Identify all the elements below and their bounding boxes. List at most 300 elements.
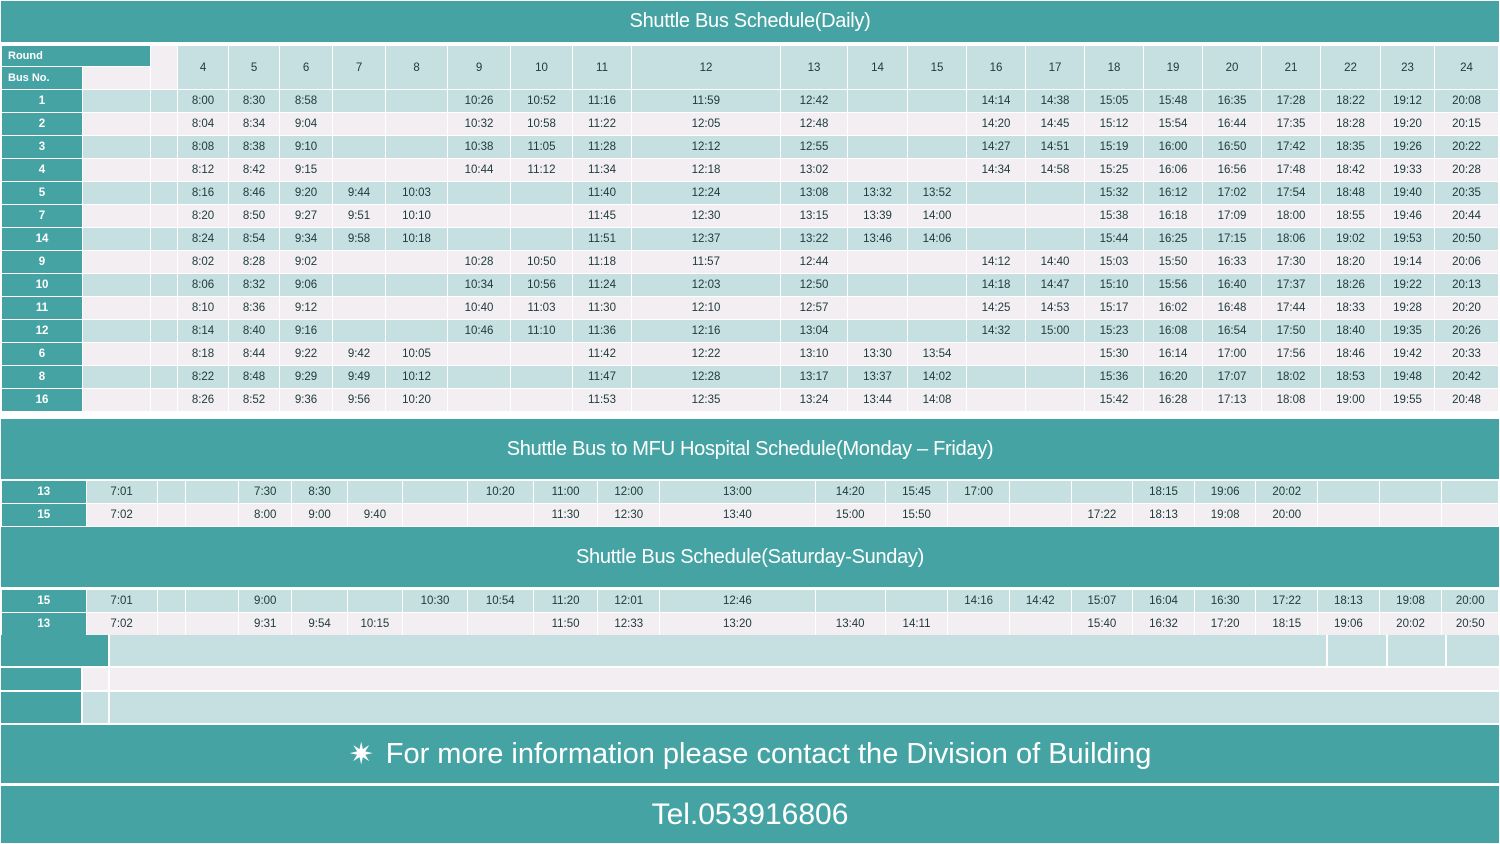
time-cell: 8:24 <box>178 228 229 251</box>
time-cell: 8:18 <box>178 343 229 366</box>
time-cell: 8:58 <box>280 90 333 113</box>
time-cell: 13:02 <box>781 159 848 182</box>
time-cell: 18:15 <box>1256 613 1318 636</box>
time-cell: 14:32 <box>967 320 1026 343</box>
time-cell: 14:06 <box>908 228 967 251</box>
time-cell <box>386 90 448 113</box>
time-cell: 18:00 <box>1262 205 1321 228</box>
time-cell: 13:40 <box>660 504 816 527</box>
time-cell: 11:40 <box>573 182 632 205</box>
time-cell: 14:40 <box>1026 251 1085 274</box>
empty-cell <box>151 90 178 113</box>
time-cell <box>967 389 1026 412</box>
table-row <box>2 343 1499 366</box>
time-cell: 8:30 <box>292 481 347 504</box>
time-cell: 19:28 <box>1381 297 1435 320</box>
time-cell: 15:38 <box>1085 205 1144 228</box>
time-cell: 19:08 <box>1379 590 1442 613</box>
time-cell: 16:48 <box>1203 297 1262 320</box>
time-cell: 20:28 <box>1435 159 1499 182</box>
time-cell: 9:15 <box>280 159 333 182</box>
time-cell: 18:20 <box>1321 251 1381 274</box>
time-cell: 20:22 <box>1435 136 1499 159</box>
time-cell <box>467 613 533 636</box>
time-cell: 13:22 <box>781 228 848 251</box>
time-cell: 20:42 <box>1435 366 1499 389</box>
time-cell: 14:58 <box>1026 159 1085 182</box>
time-cell: 15:56 <box>1144 274 1203 297</box>
time-cell: 17:48 <box>1262 159 1321 182</box>
time-cell <box>511 182 573 205</box>
time-cell: 12:16 <box>632 320 781 343</box>
time-cell: 16:32 <box>1133 613 1195 636</box>
round-number: 23 <box>1381 46 1435 90</box>
time-cell: 9:10 <box>280 136 333 159</box>
time-cell <box>333 320 386 343</box>
empty-cell <box>151 274 178 297</box>
round-number: 12 <box>632 46 781 90</box>
time-cell: 11:28 <box>573 136 632 159</box>
time-cell: 13:32 <box>848 182 908 205</box>
time-cell: 15:36 <box>1085 366 1144 389</box>
time-cell <box>448 366 511 389</box>
time-cell: 8:40 <box>229 320 280 343</box>
round-number: 4 <box>178 46 229 90</box>
time-cell: 9:27 <box>280 205 333 228</box>
time-cell: 8:48 <box>229 366 280 389</box>
info-text: For more information please contact the Division of Building <box>385 737 1152 770</box>
time-cell: 11:51 <box>573 228 632 251</box>
time-cell: 18:53 <box>1321 366 1381 389</box>
time-cell: 11:05 <box>511 136 573 159</box>
empty-row-cell <box>110 635 1326 666</box>
time-cell: 17:15 <box>1203 228 1262 251</box>
table-row <box>2 613 1499 636</box>
bus-number: 11 <box>2 297 83 320</box>
time-cell: 10:26 <box>448 90 511 113</box>
empty-bus-cell <box>1 692 81 723</box>
round-number: 7 <box>333 46 386 90</box>
time-cell <box>908 274 967 297</box>
time-cell: 8:46 <box>229 182 280 205</box>
time-cell: 12:33 <box>598 613 660 636</box>
bus-number: 3 <box>2 136 83 159</box>
time-cell <box>386 297 448 320</box>
time-cell: 11:22 <box>573 113 632 136</box>
time-cell <box>448 228 511 251</box>
time-cell: 11:57 <box>632 251 781 274</box>
time-cell: 9:06 <box>280 274 333 297</box>
empty-cell <box>151 366 178 389</box>
time-cell: 15:44 <box>1085 228 1144 251</box>
time-cell: 13:20 <box>660 613 816 636</box>
time-cell: 15:32 <box>1085 182 1144 205</box>
time-cell: 13:39 <box>848 205 908 228</box>
time-cell <box>885 590 948 613</box>
time-cell: 13:04 <box>781 320 848 343</box>
bus-number: 6 <box>2 343 83 366</box>
time-cell <box>908 297 967 320</box>
time-cell: 15:54 <box>1144 113 1203 136</box>
daily-schedule-table <box>1 45 1499 412</box>
bus-number: 10 <box>2 274 83 297</box>
time-cell <box>511 343 573 366</box>
time-cell: 17:00 <box>948 481 1010 504</box>
empty-bus-cell <box>1 635 108 666</box>
empty-cell <box>83 228 151 251</box>
time-cell: 9:54 <box>292 613 347 636</box>
time-cell: 20:50 <box>1435 228 1499 251</box>
time-cell: 12:24 <box>632 182 781 205</box>
time-cell: 12:22 <box>632 343 781 366</box>
time-cell: 8:42 <box>229 159 280 182</box>
time-cell <box>347 590 402 613</box>
time-cell: 12:46 <box>660 590 816 613</box>
time-cell: 14:53 <box>1026 297 1085 320</box>
empty-cell <box>83 389 151 412</box>
round-number: 14 <box>848 46 908 90</box>
time-cell: 10:38 <box>448 136 511 159</box>
time-cell: 19:20 <box>1381 113 1435 136</box>
time-cell: 9:31 <box>239 613 292 636</box>
time-cell: 15:50 <box>1144 251 1203 274</box>
time-cell <box>386 274 448 297</box>
time-cell: 12:18 <box>632 159 781 182</box>
time-cell: 19:12 <box>1381 90 1435 113</box>
time-cell: 19:02 <box>1321 228 1381 251</box>
time-cell: 17:54 <box>1262 182 1321 205</box>
round-number: 9 <box>448 46 511 90</box>
time-cell: 9:51 <box>333 205 386 228</box>
time-cell: 11:10 <box>511 320 573 343</box>
table-row <box>2 320 1499 343</box>
time-cell: 9:40 <box>347 504 402 527</box>
time-cell: 11:20 <box>533 590 598 613</box>
bus-number: 8 <box>2 366 83 389</box>
time-cell: 15:17 <box>1085 297 1144 320</box>
empty-cell <box>151 228 178 251</box>
time-cell <box>448 182 511 205</box>
time-cell: 14:25 <box>967 297 1026 320</box>
time-cell: 16:12 <box>1144 182 1203 205</box>
time-cell: 17:00 <box>1203 343 1262 366</box>
time-cell: 17:44 <box>1262 297 1321 320</box>
empty-cell <box>151 320 178 343</box>
time-cell: 12:55 <box>781 136 848 159</box>
time-cell <box>386 320 448 343</box>
time-cell: 17:07 <box>1203 366 1262 389</box>
time-cell: 12:48 <box>781 113 848 136</box>
empty-cell <box>83 251 151 274</box>
time-cell: 11:16 <box>573 90 632 113</box>
daily-schedule-title <box>1 1 1499 42</box>
table-row <box>2 274 1499 297</box>
bus-number: 4 <box>2 159 83 182</box>
header-row <box>2 46 1499 67</box>
time-cell: 9:16 <box>280 320 333 343</box>
table-row <box>2 297 1499 320</box>
table-row <box>2 389 1499 412</box>
weekend-schedule-table <box>1 589 1499 636</box>
time-cell: 11:42 <box>573 343 632 366</box>
time-cell <box>511 389 573 412</box>
time-cell: 17:56 <box>1262 343 1321 366</box>
time-cell: 14:47 <box>1026 274 1085 297</box>
time-cell: 15:03 <box>1085 251 1144 274</box>
time-cell <box>185 613 238 636</box>
time-cell <box>403 481 468 504</box>
time-cell <box>848 113 908 136</box>
time-cell: 14:20 <box>815 481 885 504</box>
time-cell: 19:00 <box>1321 389 1381 412</box>
time-cell <box>1442 504 1499 527</box>
time-cell: 17:09 <box>1203 205 1262 228</box>
time-cell: 14:42 <box>1009 590 1071 613</box>
time-cell <box>967 228 1026 251</box>
time-cell: 12:37 <box>632 228 781 251</box>
time-cell: 18:02 <box>1262 366 1321 389</box>
time-cell: 16:33 <box>1203 251 1262 274</box>
time-cell: 11:45 <box>573 205 632 228</box>
empty-cell <box>83 205 151 228</box>
time-cell: 11:03 <box>511 297 573 320</box>
time-cell <box>848 251 908 274</box>
empty-cell <box>83 182 151 205</box>
time-cell: 15:00 <box>1026 320 1085 343</box>
empty-cell <box>83 297 151 320</box>
time-cell: 18:06 <box>1262 228 1321 251</box>
time-cell: 20:35 <box>1435 182 1499 205</box>
time-cell: 10:50 <box>511 251 573 274</box>
empty-cell <box>157 504 185 527</box>
time-cell: 15:40 <box>1071 613 1133 636</box>
time-cell: 16:02 <box>1144 297 1203 320</box>
time-cell: 16:30 <box>1194 590 1256 613</box>
time-cell <box>333 136 386 159</box>
empty-cell <box>83 343 151 366</box>
time-cell: 10:58 <box>511 113 573 136</box>
bus-number: 15 <box>2 504 87 527</box>
time-cell: 10:10 <box>386 205 448 228</box>
time-cell <box>967 366 1026 389</box>
time-cell <box>848 274 908 297</box>
empty-cell <box>157 481 185 504</box>
time-cell: 11:34 <box>573 159 632 182</box>
table-row <box>2 251 1499 274</box>
time-cell: 14:00 <box>908 205 967 228</box>
round-number: 18 <box>1085 46 1144 90</box>
time-cell: 17:50 <box>1262 320 1321 343</box>
empty-row-cell <box>110 692 1499 723</box>
time-cell: 11:53 <box>573 389 632 412</box>
time-cell: 18:26 <box>1321 274 1381 297</box>
empty-cell <box>157 613 185 636</box>
header-blank <box>151 46 178 90</box>
time-cell: 15:05 <box>1085 90 1144 113</box>
time-cell <box>1026 228 1085 251</box>
time-cell: 20:33 <box>1435 343 1499 366</box>
empty-cell <box>83 274 151 297</box>
empty-cell <box>157 590 185 613</box>
time-cell: 17:37 <box>1262 274 1321 297</box>
time-cell: 14:02 <box>908 366 967 389</box>
round-number: 6 <box>280 46 333 90</box>
time-cell: 11:59 <box>632 90 781 113</box>
empty-row-cell <box>1447 635 1499 666</box>
empty-row-cell <box>1328 635 1386 666</box>
time-cell: 11:18 <box>573 251 632 274</box>
time-cell: 9:49 <box>333 366 386 389</box>
time-cell: 14:51 <box>1026 136 1085 159</box>
empty-cell <box>151 343 178 366</box>
time-cell: 20:06 <box>1435 251 1499 274</box>
time-cell <box>386 113 448 136</box>
time-cell <box>967 182 1026 205</box>
time-cell: 8:22 <box>178 366 229 389</box>
time-cell: 10:34 <box>448 274 511 297</box>
time-cell: 17:30 <box>1262 251 1321 274</box>
empty-cell <box>151 113 178 136</box>
time-cell: 9:29 <box>280 366 333 389</box>
round-number: 5 <box>229 46 280 90</box>
time-cell: 19:06 <box>1318 613 1380 636</box>
time-cell <box>908 320 967 343</box>
bus-no-label: Bus No. <box>2 67 83 90</box>
time-cell <box>333 251 386 274</box>
time-cell: 8:54 <box>229 228 280 251</box>
time-cell: 15:19 <box>1085 136 1144 159</box>
time-cell <box>185 504 238 527</box>
time-cell: 12:57 <box>781 297 848 320</box>
time-cell: 15:07 <box>1071 590 1133 613</box>
time-cell: 16:14 <box>1144 343 1203 366</box>
time-cell <box>403 504 468 527</box>
time-cell: 8:28 <box>229 251 280 274</box>
time-cell: 13:17 <box>781 366 848 389</box>
time-cell: 15:48 <box>1144 90 1203 113</box>
time-cell: 20:48 <box>1435 389 1499 412</box>
time-cell: 14:34 <box>967 159 1026 182</box>
time-cell: 10:12 <box>386 366 448 389</box>
time-cell: 17:02 <box>1203 182 1262 205</box>
time-cell <box>1318 504 1380 527</box>
star-icon: ✷ <box>348 737 374 771</box>
time-cell: 8:12 <box>178 159 229 182</box>
time-cell: 9:02 <box>280 251 333 274</box>
time-cell: 20:02 <box>1256 481 1318 504</box>
time-cell: 13:00 <box>660 481 816 504</box>
time-cell: 8:34 <box>229 113 280 136</box>
weekend-title-text: Shuttle Bus Schedule(Saturday-Sunday) <box>575 545 924 568</box>
time-cell: 20:02 <box>1379 613 1442 636</box>
empty-cell <box>151 159 178 182</box>
time-cell: 12:10 <box>632 297 781 320</box>
time-cell <box>386 159 448 182</box>
time-cell <box>467 504 533 527</box>
time-cell: 8:08 <box>178 136 229 159</box>
time-cell: 14:27 <box>967 136 1026 159</box>
time-cell: 9:42 <box>333 343 386 366</box>
time-cell <box>333 113 386 136</box>
time-cell <box>1318 481 1380 504</box>
time-cell: 20:26 <box>1435 320 1499 343</box>
time-cell: 9:56 <box>333 389 386 412</box>
time-cell: 18:13 <box>1318 590 1380 613</box>
time-cell <box>848 136 908 159</box>
time-cell: 14:18 <box>967 274 1026 297</box>
empty-cell <box>151 182 178 205</box>
time-cell: 20:00 <box>1256 504 1318 527</box>
time-cell: 12:00 <box>598 481 660 504</box>
table-row <box>2 228 1499 251</box>
time-cell: 13:15 <box>781 205 848 228</box>
time-cell: 10:54 <box>467 590 533 613</box>
time-cell: 17:42 <box>1262 136 1321 159</box>
time-cell: 12:50 <box>781 274 848 297</box>
time-cell <box>1026 205 1085 228</box>
time-cell <box>1009 481 1071 504</box>
empty-cell <box>151 205 178 228</box>
table-row <box>2 504 1499 527</box>
time-cell: 10:56 <box>511 274 573 297</box>
time-cell: 15:30 <box>1085 343 1144 366</box>
time-cell: 19:26 <box>1381 136 1435 159</box>
time-cell: 16:20 <box>1144 366 1203 389</box>
empty-cell <box>151 389 178 412</box>
empty-cell <box>83 159 151 182</box>
time-cell: 16:28 <box>1144 389 1203 412</box>
time-cell <box>1379 481 1442 504</box>
round-label: Round <box>2 46 151 67</box>
round-number: 17 <box>1026 46 1085 90</box>
time-cell: 12:44 <box>781 251 848 274</box>
time-cell <box>448 389 511 412</box>
time-cell: 16:35 <box>1203 90 1262 113</box>
round-number: 16 <box>967 46 1026 90</box>
time-cell: 11:30 <box>573 297 632 320</box>
time-cell: 16:44 <box>1203 113 1262 136</box>
time-cell: 16:18 <box>1144 205 1203 228</box>
table-row <box>2 90 1499 113</box>
time-cell: 12:42 <box>781 90 848 113</box>
time-cell: 9:58 <box>333 228 386 251</box>
empty-cell <box>83 90 151 113</box>
time-cell: 8:04 <box>178 113 229 136</box>
time-cell: 12:35 <box>632 389 781 412</box>
time-cell: 12:30 <box>598 504 660 527</box>
time-cell: 15:12 <box>1085 113 1144 136</box>
time-cell: 15:00 <box>815 504 885 527</box>
time-cell: 20:00 <box>1442 590 1499 613</box>
bus-number: 13 <box>2 481 87 504</box>
time-cell: 19:08 <box>1194 504 1256 527</box>
time-cell: 17:22 <box>1071 504 1133 527</box>
time-cell: 11:24 <box>573 274 632 297</box>
time-cell <box>1009 613 1071 636</box>
time-cell <box>333 159 386 182</box>
time-cell: 9:36 <box>280 389 333 412</box>
time-cell: 8:00 <box>178 90 229 113</box>
time-cell: 20:08 <box>1435 90 1499 113</box>
time-cell: 14:20 <box>967 113 1026 136</box>
time-cell: 8:30 <box>229 90 280 113</box>
round-number: 22 <box>1321 46 1381 90</box>
time-cell: 13:54 <box>908 343 967 366</box>
time-cell <box>511 205 573 228</box>
bus-number: 7 <box>2 205 83 228</box>
time-cell <box>848 320 908 343</box>
round-number: 19 <box>1144 46 1203 90</box>
